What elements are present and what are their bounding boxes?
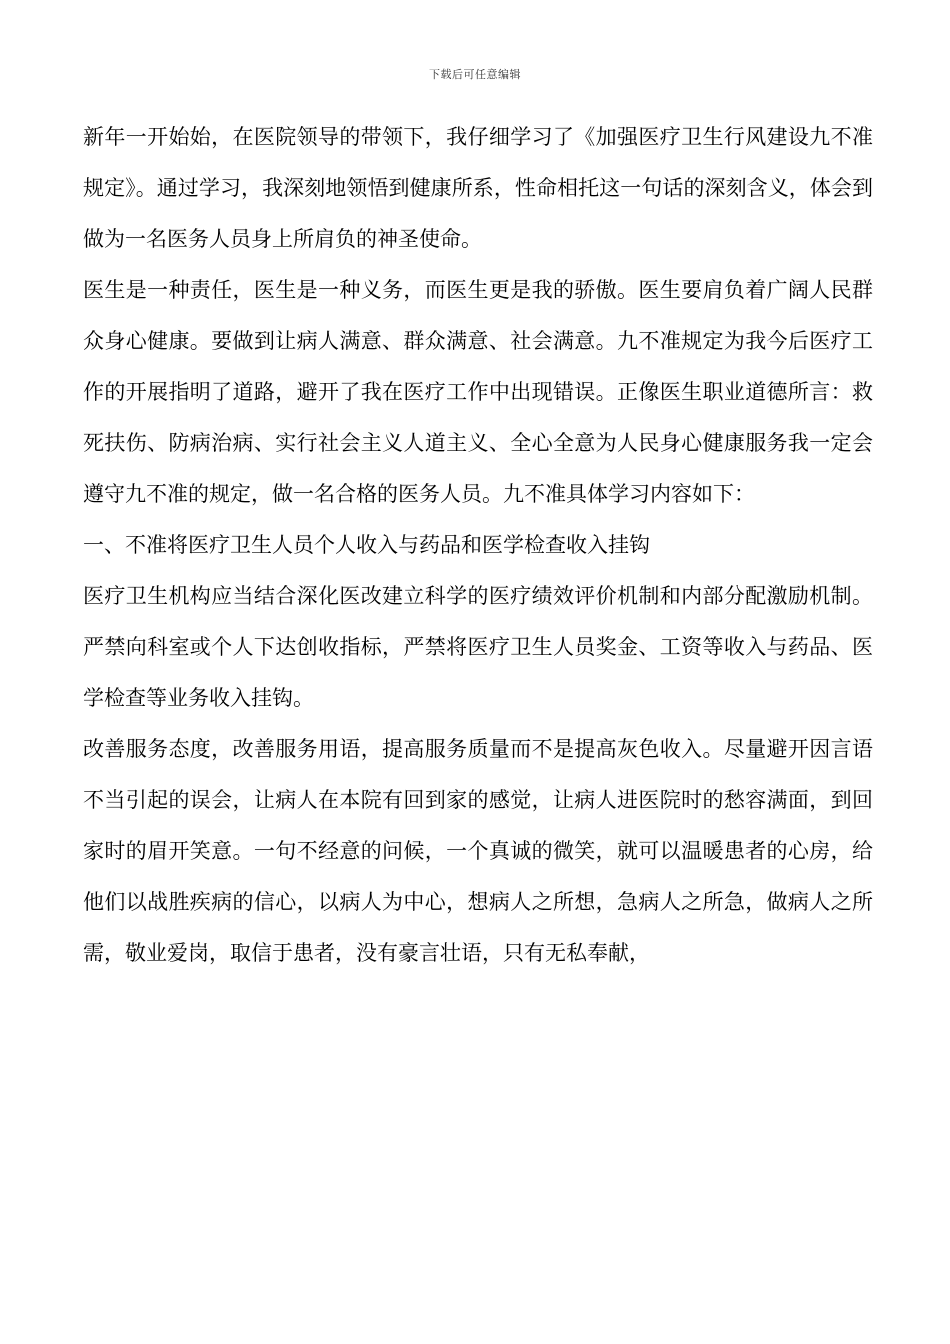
section-heading-1: 一、不准将医疗卫生人员个人收入与药品和医学检查收入挂钩 (83, 533, 650, 557)
document-body (83, 112, 873, 979)
paragraph-duty: 医生是一种责任，医生是一种义务，而医生更是我的骄傲。医生要肩负着广阔人民群众身心健康。要做到让病人满意、群众满意、社会满意。九不准规定为我今后医疗工作的开展指明了道路，避开了我在医疗工作中出现错误。正像医生职业道德所言：救死扶伤、防病治病、实行社会主义人道主义、全心全意为人民身心健康服务我一定会遵守九不准的规定，做一名合格的医务人员。九不准具体学习内容如下： (83, 278, 873, 506)
paragraph-service: 改善服务态度，改善服务用语，提高服务质量而不是提高灰色收入。尽量避开因言语不当引起的误会，让病人在本院有回到家的感觉，让病人进医院时的愁容满面，到回家时的眉开笑意。一句不经意的问候，一个真诚的微笑，就可以温暖患者的心房，给他们以战胜疾病的信心，以病人为中心，想病人之所想，急病人之所急，做病人之所需，敬业爱岗，取信于患者，没有豪言壮语，只有无私奉献， (83, 737, 873, 965)
paragraph-section-1: 医疗卫生机构应当结合深化医改建立科学的医疗绩效评价机制和内部分配激励机制。严禁向科室或个人下达创收指标，严禁将医疗卫生人员奖金、工资等收入与药品、医学检查等业务收入挂钩。 (83, 584, 873, 710)
paragraph-intro: 新年一开始始，在医院领导的带领下，我仔细学习了《加强医疗卫生行风建设九不准规定》。通过学习，我深刻地领悟到健康所系，性命相托这一句话的深刻含义，体会到做为一名医务人员身上所肩负的神圣使命。 (83, 125, 873, 251)
header-note: 下载后可任意编辑 (429, 68, 521, 81)
